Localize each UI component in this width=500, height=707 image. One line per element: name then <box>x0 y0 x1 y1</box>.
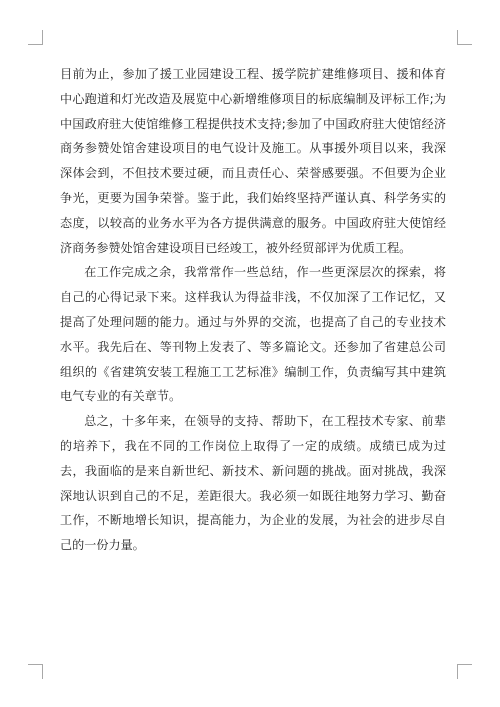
paragraph-1: 目前为止，参加了援工业园建设工程、援学院扩建维修项目、援和体育中心跑道和灯光改造及展览中心新增维修项目的标底编制及评标工作;为中国政府驻大使馆维修工程提供技术支持;参加了中国政府驻大使馆经济商务参赞处馆舍建设项目的电气设计及施工。从事援外项目以来，我深深体会到，不但技术要过硬，而且责任心、荣誉感要强。不但要为企业争光，更要为国争荣誉。鉴于此，我们始终坚持严谨认真、科学务实的态度，以较高的业务水平为各方提供满意的服务。中国政府驻大使馆经济商务参赞处馆舍建设项目已经竣工，被外经贸部评为优质工程。 <box>60 67 446 255</box>
crop-mark-bottom-left <box>28 664 43 679</box>
crop-mark-bottom-right <box>457 664 472 679</box>
paragraph-3: 总之，十多年来，在领导的支持、帮助下，在工程技术专家、前辈的培养下，我在不同的工作岗位上取得了一定的成绩。成绩已成为过去，我面临的是来自新世纪、新技术、新问题的挑战。面对挑战，我深深地认识到自己的不足，差距很大。我必须一如既往地努力学习、勤奋工作，不断地增长知识，提高能力，为企业的发展，为社会的进步尽自己的一份力量。 <box>60 414 446 553</box>
crop-mark-top-right <box>457 30 472 45</box>
document-body <box>60 62 446 558</box>
crop-mark-top-left <box>28 30 43 45</box>
paragraph-2: 在工作完成之余，我常常作一些总结，作一些更深层次的探索，将自己的心得记录下来。这样我认为得益非浅，不仅加深了工作记忆，又提高了处理问题的能力。通过与外界的交流，也提高了自己的专业技术水平。我先后在、等刊物上发表了、等多篇论文。还参加了省建总公司组织的《省建筑安装工程施工工艺标准》编制工作，负责编写其中建筑电气专业的有关章节。 <box>60 265 446 404</box>
